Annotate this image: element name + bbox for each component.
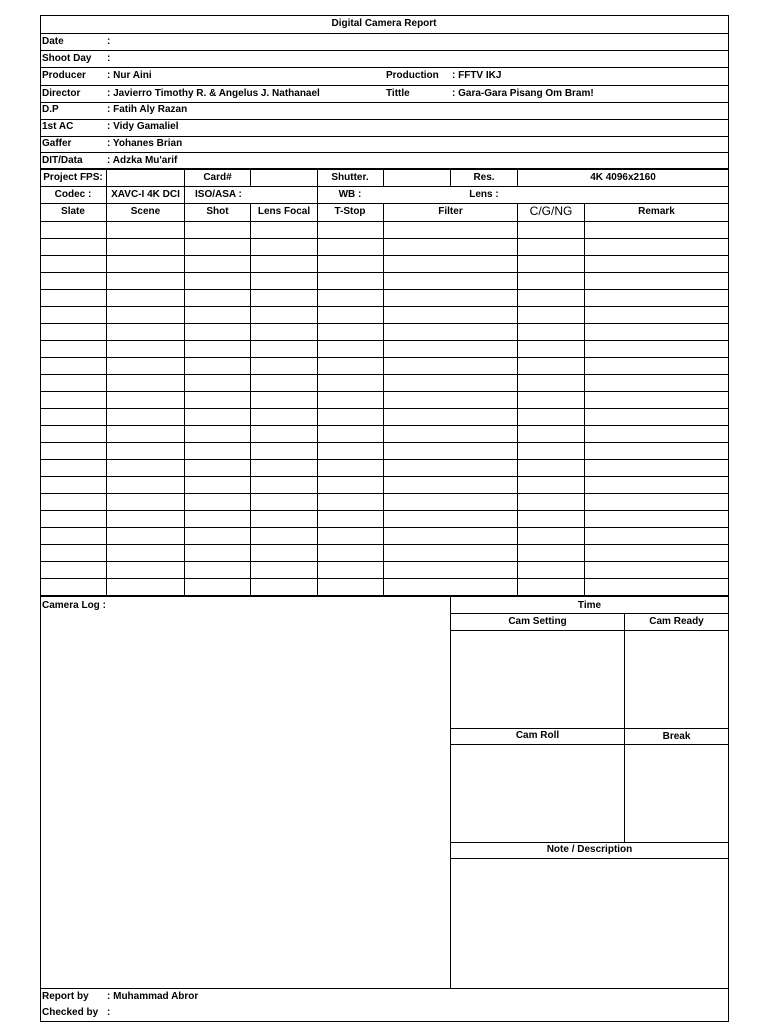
grid-line — [40, 15, 729, 16]
grid-line — [40, 85, 729, 86]
res-label: Res. — [473, 172, 495, 183]
grid-line — [40, 596, 729, 597]
grid-line — [40, 544, 729, 545]
director-value[interactable]: : Javierro Timothy R. & Angelus J. Nathanael — [107, 88, 320, 99]
tittle-label: Tittle — [386, 88, 410, 99]
report-title: Digital Camera Report — [331, 18, 437, 29]
grid-line — [517, 169, 518, 186]
cam-setting-label: Cam Setting — [508, 616, 567, 627]
header-slate: Slate — [61, 206, 85, 217]
grid-line — [40, 988, 729, 989]
cam-ready-cell[interactable] — [626, 631, 728, 728]
shoot-day-value[interactable]: : — [107, 53, 111, 64]
project-fps-cell[interactable] — [107, 170, 184, 186]
grid-line — [40, 391, 729, 392]
grid-line — [383, 203, 384, 596]
header-shot: Shot — [206, 206, 229, 217]
grid-line — [40, 221, 729, 222]
first-ac-value[interactable]: : Vidy Gamaliel — [107, 121, 179, 132]
production-label: Production — [386, 70, 439, 81]
header-scene: Scene — [130, 206, 161, 217]
cam-setting-cell[interactable] — [452, 631, 624, 728]
camera-log-area[interactable] — [41, 614, 450, 988]
tittle-value[interactable]: : Gara-Gara Pisang Om Bram! — [452, 88, 594, 99]
gaffer-label: Gaffer — [42, 138, 72, 149]
grid-line — [40, 561, 729, 562]
grid-line — [40, 340, 729, 341]
break-label: Break — [662, 731, 691, 742]
header-filter: Filter — [438, 206, 463, 217]
codec-value[interactable]: XAVC-I 4K DCI — [111, 189, 180, 200]
grid-line — [40, 119, 729, 120]
header-remark: Remark — [638, 206, 675, 217]
gaffer-value[interactable]: : Yohanes Brian — [107, 138, 183, 149]
header-lens-focal: Lens Focal — [257, 206, 311, 217]
dit-value[interactable]: : Adzka Mu'arif — [107, 155, 178, 166]
grid-line — [450, 596, 451, 988]
grid-line — [450, 842, 729, 843]
report-by-label: Report by — [42, 991, 89, 1002]
grid-line — [40, 67, 729, 68]
grid-line — [40, 168, 729, 169]
camera-log-label: Camera Log : — [42, 600, 106, 611]
first-ac-label: 1st AC — [42, 121, 74, 132]
grid-line — [40, 459, 729, 460]
grid-line — [40, 306, 729, 307]
grid-line — [40, 527, 729, 528]
grid-line — [450, 728, 729, 729]
production-value[interactable]: : FFTV IKJ — [452, 70, 502, 81]
grid-line — [40, 33, 729, 34]
grid-line — [450, 858, 729, 859]
cam-roll-label: Cam Roll — [515, 730, 560, 741]
grid-line — [40, 50, 729, 51]
grid-line — [40, 510, 729, 511]
producer-value[interactable]: : Nur Aini — [107, 70, 152, 81]
director-label: Director — [42, 88, 81, 99]
grid-line — [317, 169, 318, 596]
grid-line — [40, 203, 729, 204]
grid-line — [517, 203, 518, 596]
grid-line — [250, 169, 251, 186]
project-fps-label: Project FPS: — [43, 172, 103, 183]
grid-line — [106, 169, 107, 596]
header-t-stop: T-Stop — [334, 206, 366, 217]
grid-line — [40, 493, 729, 494]
checked-by-value[interactable]: : — [107, 1007, 111, 1018]
grid-line — [40, 374, 729, 375]
grid-line — [40, 425, 729, 426]
grid-line — [40, 408, 729, 409]
shutter-label: Shutter. — [331, 172, 369, 183]
wb-label: WB : — [338, 189, 362, 200]
grid-line — [40, 102, 729, 103]
dp-label: D.P — [42, 104, 59, 115]
date-value[interactable]: : — [107, 36, 111, 47]
date-label: Date — [42, 36, 64, 47]
producer-label: Producer — [42, 70, 86, 81]
grid-line — [40, 289, 729, 290]
grid-line — [40, 442, 729, 443]
grid-line — [40, 357, 729, 358]
card-cell[interactable] — [251, 170, 317, 186]
grid-line — [728, 15, 729, 1022]
res-value[interactable]: 4K 4096x2160 — [590, 172, 656, 183]
iso-label: ISO/ASA : — [195, 189, 242, 200]
grid-line — [184, 169, 185, 596]
checked-by-label: Checked by — [42, 1007, 99, 1018]
grid-line — [40, 186, 729, 187]
report-by-value[interactable]: : Muhammad Abror — [107, 991, 199, 1002]
time-label: Time — [577, 600, 602, 611]
note-description-label: Note / Description — [546, 844, 633, 855]
grid-line — [383, 169, 384, 186]
grid-line — [450, 613, 729, 614]
grid-line — [40, 152, 729, 153]
grid-line — [40, 578, 729, 579]
shutter-cell[interactable] — [384, 170, 450, 186]
dit-label: DIT/Data — [42, 155, 83, 166]
grid-line — [40, 136, 729, 137]
dp-value[interactable]: : Fatih Aly Razan — [107, 104, 188, 115]
grid-line — [40, 238, 729, 239]
grid-line — [40, 255, 729, 256]
break-cell[interactable] — [626, 745, 728, 842]
grid-line — [40, 323, 729, 324]
grid-line — [584, 203, 585, 596]
cam-roll-cell[interactable] — [452, 745, 624, 842]
lens-label: Lens : — [469, 189, 499, 200]
header-cgng: C/G/NG — [529, 204, 573, 218]
codec-label: Codec : — [54, 189, 92, 200]
note-description-area[interactable] — [452, 859, 728, 988]
grid-line — [40, 272, 729, 273]
grid-line — [450, 630, 729, 631]
grid-line — [250, 203, 251, 596]
grid-line — [40, 476, 729, 477]
grid-line — [450, 169, 451, 186]
grid-line — [40, 169, 729, 170]
grid-line — [450, 744, 729, 745]
shoot-day-label: Shoot Day — [42, 53, 92, 64]
grid-line — [40, 15, 41, 1022]
card-label: Card# — [203, 172, 232, 183]
grid-line — [40, 1021, 729, 1022]
cam-ready-label: Cam Ready — [649, 616, 704, 627]
